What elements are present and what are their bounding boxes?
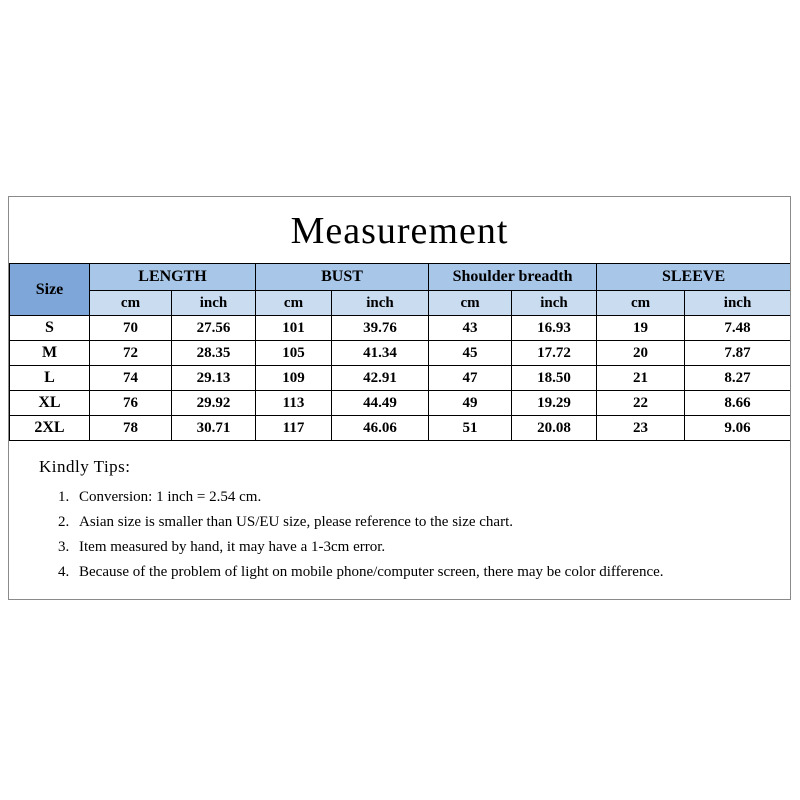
size-row-header: 2XL [10,416,90,441]
measurement-cell: 47 [429,366,512,391]
measurement-cell: 76 [90,391,172,416]
measurement-cell: 29.92 [172,391,256,416]
measurement-cell: 45 [429,341,512,366]
measurement-cell: 8.66 [685,391,791,416]
unit-header-inch: inch [332,291,429,316]
measurement-cell: 72 [90,341,172,366]
measurement-cell: 7.48 [685,316,791,341]
measurement-cell: 19.29 [512,391,597,416]
measurement-cell: 29.13 [172,366,256,391]
table-row [10,366,791,391]
tips-list [39,487,679,583]
measurement-cell: 20.08 [512,416,597,441]
kindly-tips-section [39,457,790,583]
measurement-panel [8,196,791,600]
measurement-cell: 39.76 [332,316,429,341]
tip-item: 1. Conversion: 1 inch = 2.54 cm. [73,487,679,508]
table-row [10,391,791,416]
measurement-cell: 28.35 [172,341,256,366]
tip-item: 3. Item measured by hand, it may have a 1-3cm error. [73,537,679,558]
page-title: Measurement [290,210,509,252]
measurement-cell: 43 [429,316,512,341]
column-group-shoulder: Shoulder breadth [429,264,597,291]
measurement-cell: 21 [597,366,685,391]
column-group-length: LENGTH [90,264,256,291]
unit-header-inch: inch [172,291,256,316]
measurement-cell: 30.71 [172,416,256,441]
measurement-cell: 19 [597,316,685,341]
measurement-cell: 16.93 [512,316,597,341]
measurement-cell: 109 [256,366,332,391]
unit-header-cm: cm [90,291,172,316]
measurement-cell: 51 [429,416,512,441]
measurement-cell: 27.56 [172,316,256,341]
unit-header-inch: inch [512,291,597,316]
unit-header-cm: cm [429,291,512,316]
size-row-header: M [10,341,90,366]
measurement-cell: 8.27 [685,366,791,391]
size-row-header: L [10,366,90,391]
table-row [10,341,791,366]
column-group-bust: BUST [256,264,429,291]
measurement-cell: 9.06 [685,416,791,441]
measurement-cell: 44.49 [332,391,429,416]
tip-item: 4. Because of the problem of light on mobile phone/computer screen, there may be color difference. [73,562,679,583]
measurement-cell: 78 [90,416,172,441]
table-row [10,416,791,441]
measurement-cell: 105 [256,341,332,366]
size-header: Size [10,264,90,316]
measurement-cell: 101 [256,316,332,341]
measurement-cell: 23 [597,416,685,441]
measurement-cell: 42.91 [332,366,429,391]
measurement-table [9,263,791,441]
size-row-header: XL [10,391,90,416]
measurement-cell: 18.50 [512,366,597,391]
measurement-cell: 7.87 [685,341,791,366]
measurement-cell: 70 [90,316,172,341]
unit-header-cm: cm [256,291,332,316]
measurement-cell: 17.72 [512,341,597,366]
measurement-cell: 74 [90,366,172,391]
measurement-cell: 113 [256,391,332,416]
unit-header-cm: cm [597,291,685,316]
unit-header-inch: inch [685,291,791,316]
tips-heading: Kindly Tips: [39,457,131,476]
tip-item: 2. Asian size is smaller than US/EU size, please reference to the size chart. [73,512,679,533]
measurement-cell: 46.06 [332,416,429,441]
measurement-cell: 22 [597,391,685,416]
measurement-cell: 20 [597,341,685,366]
table-row [10,316,791,341]
measurement-cell: 49 [429,391,512,416]
size-row-header: S [10,316,90,341]
measurement-cell: 41.34 [332,341,429,366]
measurement-cell: 117 [256,416,332,441]
column-group-sleeve: SLEEVE [597,264,791,291]
